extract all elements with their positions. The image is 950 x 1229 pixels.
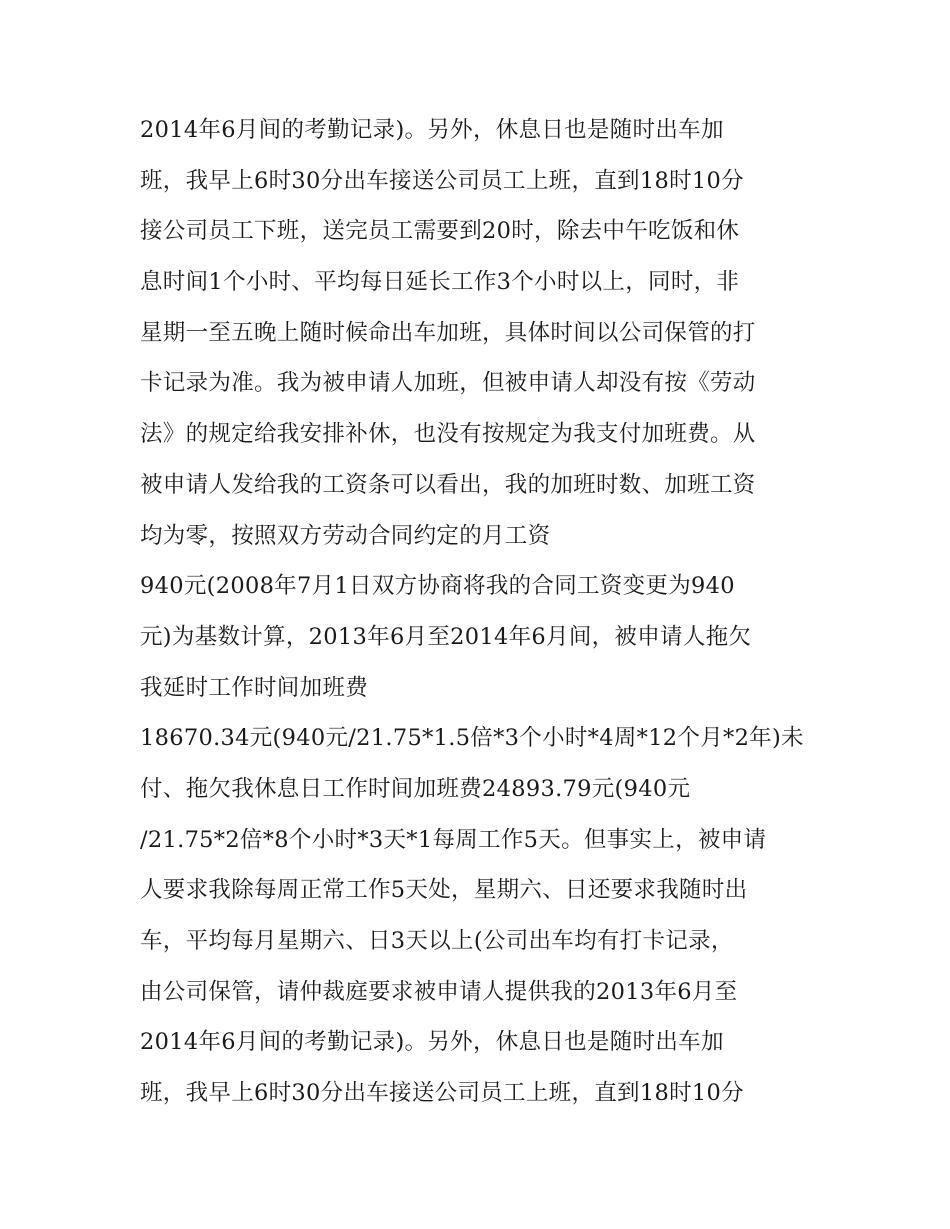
text-line: 我延时工作时间加班费 (140, 674, 369, 701)
text-line: 班，我早上6时30分出车接送公司员工上班，直到18时10分 (140, 1080, 744, 1107)
text-line: /21.75*2倍*8个小时*3天*1每周工作5天。但事实上，被申请 (140, 826, 767, 853)
text-line: 班，我早上6时30分出车接送公司员工上班，直到18时10分 (140, 167, 744, 194)
text-line: 人要求我除每周正常工作5天处，星期六、日还要求我随时出 (140, 877, 748, 904)
text-line: 2014年6月间的考勤记录)。另外，休息日也是随时出车加 (140, 1029, 724, 1056)
text-line: 车，平均每月星期六、日3天以上(公司出车均有打卡记录， (140, 928, 734, 954)
text-line: 卡记录为准。我为被申请人加班，但被申请人却没有按《劳动 (140, 370, 756, 397)
text-line: 星期一至五晚上随时候命出车加班，具体时间以公司保管的打 (140, 319, 756, 346)
text-line: 940元(2008年7月1日双方协商将我的合同工资变更为940 (140, 573, 735, 600)
text-line: 法》的规定给我安排补休，也没有按规定为我支付加班费。从 (140, 421, 756, 448)
text-line: 由公司保管，请仲裁庭要求被申请人提供我的2013年6月至 (140, 978, 738, 1005)
text-line: 被申请人发给我的工资条可以看出，我的加班时数、加班工资 (140, 471, 756, 498)
text-line: 息时间1个小时、平均每日延长工作3个小时以上，同时，非 (140, 269, 740, 296)
text-line: 接公司员工下班，送完员工需要到20时，除去中午吃饭和休 (140, 218, 740, 245)
text-line: 18670.34元(940元/21.75*1.5倍*3个小时*4周*12个月*2年)未 (140, 725, 804, 752)
document-body (140, 105, 820, 1119)
text-line: 元)为基数计算，2013年6月至2014年6月间，被申请人拖欠 (140, 623, 752, 650)
text-line: 均为零，按照双方劳动合同约定的月工资 (140, 522, 551, 549)
text-line: 付、拖欠我休息日工作时间加班费24893.79元(940元 (140, 775, 691, 802)
text-line: 2014年6月间的考勤记录)。另外，休息日也是随时出车加 (140, 117, 724, 143)
